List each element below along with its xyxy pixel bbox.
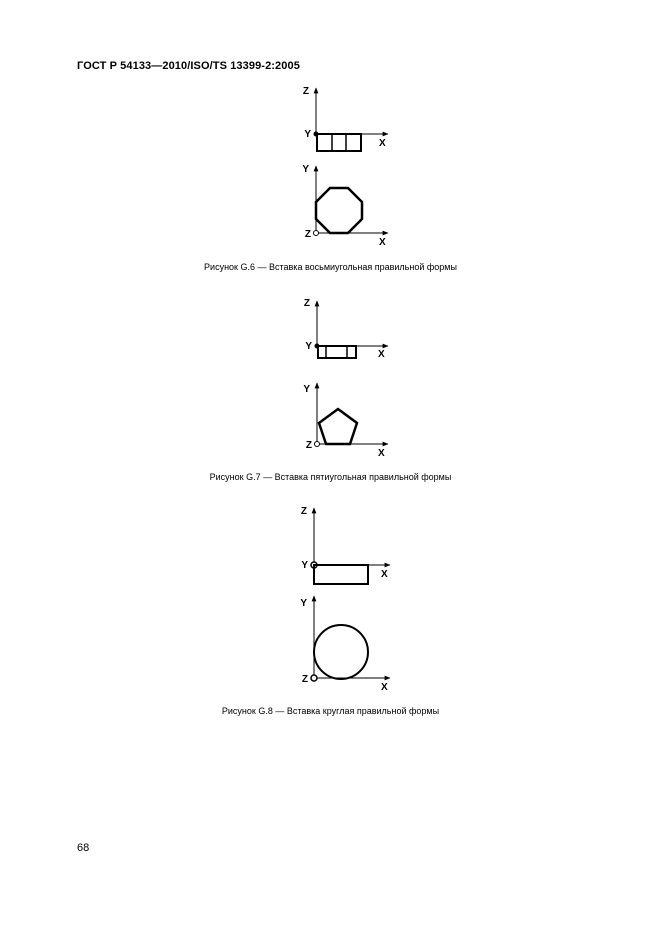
z-axis-label: Z xyxy=(302,86,309,97)
figure-g7-front-view xyxy=(303,383,388,459)
figure-g6-front-view xyxy=(302,164,388,248)
y-origin-label: Y xyxy=(301,560,308,571)
figure-caption: Рисунок G.8 — Вставка круглая правильной формы xyxy=(221,706,440,716)
z-origin-label: Z xyxy=(304,229,311,240)
z-axis-label: Z xyxy=(303,298,310,309)
figure-caption: Рисунок G.6 — Вставка восьмиугольная правильной формы xyxy=(204,262,457,272)
document-header: ГОСТ Р 54133—2010/ISO/TS 13399-2:2005 xyxy=(77,60,300,72)
circle-insert-shape xyxy=(314,625,368,679)
x-axis-label: X xyxy=(378,448,385,459)
y-axis-label: Y xyxy=(303,384,310,395)
x-axis-label: X xyxy=(381,569,388,580)
origin-point xyxy=(314,231,319,236)
y-origin-label: Y xyxy=(304,129,311,140)
x-axis-label: X xyxy=(379,138,386,149)
octagon-insert-shape xyxy=(316,188,362,233)
origin-point xyxy=(311,675,317,681)
insert-side-profile xyxy=(314,565,368,584)
z-axis-label: Z xyxy=(300,506,307,517)
figure-g6 xyxy=(302,86,388,248)
figure-g8-front-view xyxy=(300,596,390,693)
z-origin-label: Z xyxy=(305,440,312,451)
y-origin-label: Y xyxy=(305,341,312,352)
x-axis-label: X xyxy=(378,349,385,360)
y-axis-label: Y xyxy=(300,598,307,609)
figure-g8 xyxy=(300,506,390,693)
pentagon-insert-shape xyxy=(319,409,357,444)
figure-g8-top-view xyxy=(301,506,390,584)
figure-g7 xyxy=(303,298,388,459)
figure-g6-top-view xyxy=(303,86,388,151)
y-axis-label: Y xyxy=(302,164,309,175)
figure-g7-top-view xyxy=(304,298,388,360)
figure-caption: Рисунок G.7 — Вставка пятиугольная правильной формы xyxy=(209,472,452,482)
origin-point xyxy=(315,442,320,447)
page-number: 68 xyxy=(77,842,90,854)
insert-side-profile xyxy=(318,346,356,358)
x-axis-label: X xyxy=(381,682,388,693)
x-axis-label: X xyxy=(379,237,386,248)
insert-side-profile xyxy=(317,134,361,151)
z-origin-label: Z xyxy=(301,674,308,685)
